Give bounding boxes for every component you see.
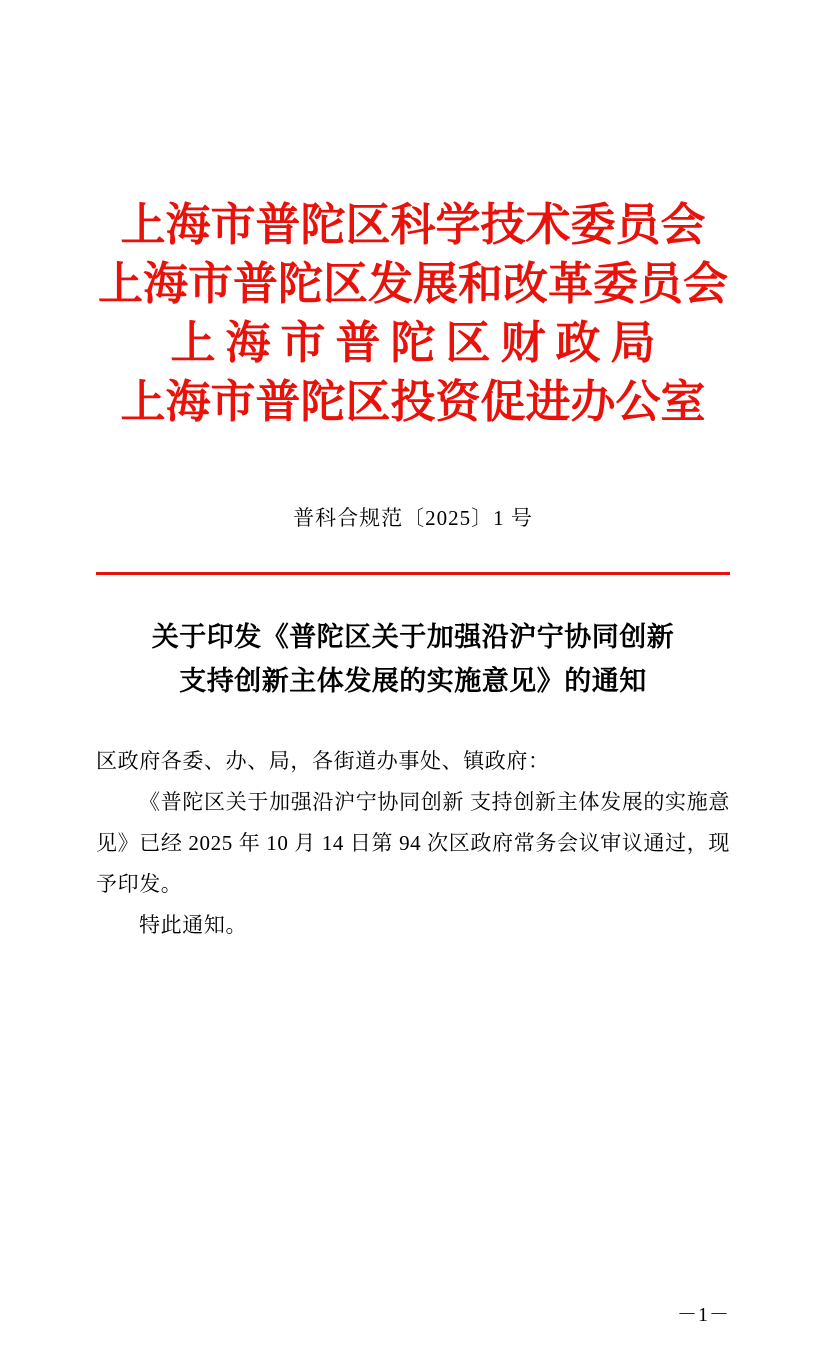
document-page bbox=[0, 196, 826, 1365]
document-number: 普科合规范〔2025〕1 号 bbox=[293, 506, 533, 530]
title-line-2: 支持创新主体发展的实施意见》的通知 bbox=[179, 666, 647, 696]
issuer-header bbox=[96, 196, 730, 432]
document-title bbox=[96, 615, 730, 703]
issuer-line-3: 上海市普陀区财政局 bbox=[170, 318, 666, 368]
document-body bbox=[96, 741, 730, 946]
paragraph-2: 特此通知。 bbox=[139, 913, 248, 937]
issuer-line-2: 上海市普陀区发展和改革委员会 bbox=[97, 259, 728, 309]
paragraph-1: 《普陀区关于加强沿沪宁协同创新 支持创新主体发展的实施意见》已经 2025 年 10 月 14 日第 94 次区政府常务会议审议通过，现予印发。 bbox=[96, 790, 730, 896]
red-divider bbox=[96, 572, 730, 575]
issuer-line-4: 上海市普陀区投资促进办公室 bbox=[120, 377, 706, 427]
title-line-1: 关于印发《普陀区关于加强沿沪宁协同创新 bbox=[151, 622, 675, 652]
page-number: －1－ bbox=[677, 1304, 730, 1326]
salutation: 区政府各委、办、局，各街道办事处、镇政府： bbox=[96, 749, 550, 773]
issuer-line-1: 上海市普陀区科学技术委员会 bbox=[120, 200, 706, 250]
